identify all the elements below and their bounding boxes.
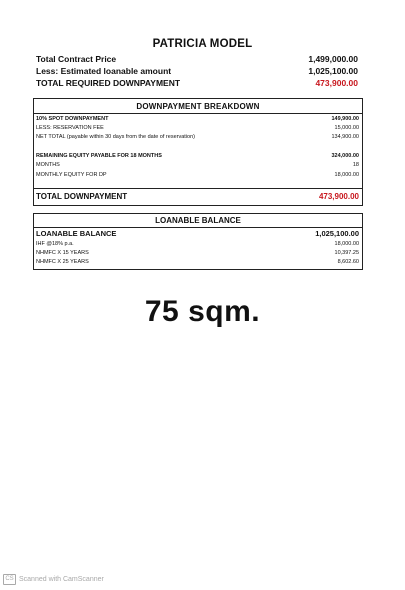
dp-label: REMAINING EQUITY PAYABLE FOR 18 MONTHS	[36, 153, 162, 159]
dp-total-value: 473,900.00	[318, 192, 359, 201]
dp-label: MONTHLY EQUITY FOR DP	[36, 172, 107, 178]
loanable-value: 1,025,100.00	[315, 229, 359, 238]
dp-row-spot	[36, 116, 359, 122]
dp-row-total	[36, 192, 359, 201]
dp-row-monthly-equity	[36, 172, 359, 178]
summary-label: Total Contract Price	[36, 54, 117, 64]
floor-area-text: 75 sqm.	[144, 295, 261, 328]
camscanner-logo-icon: CS	[3, 574, 16, 585]
loanable-value: 8,602.60	[337, 259, 359, 265]
dp-row-reservation	[36, 125, 359, 131]
downpayment-header: DOWNPAYMENT BREAKDOWN	[136, 102, 260, 111]
dp-label: NET TOTAL (payable within 30 days from the date of reservation)	[36, 134, 195, 140]
divider	[34, 227, 362, 228]
dp-value: 324,000.00	[331, 153, 359, 159]
summary-row-required-downpayment	[36, 78, 358, 88]
summary-label: TOTAL REQUIRED DOWNPAYMENT	[36, 78, 181, 88]
loanable-row-nhmfc-15	[36, 250, 359, 256]
dp-row-remaining-equity	[36, 153, 359, 159]
divider	[34, 113, 362, 114]
dp-value: 18,000.00	[334, 172, 359, 178]
summary-row-loanable	[36, 66, 358, 76]
dp-total-label: TOTAL DOWNPAYMENT	[36, 192, 128, 201]
divider	[34, 188, 362, 189]
downpayment-breakdown-table	[33, 98, 363, 206]
loanable-label: NHMFC X 15 YEARS	[36, 250, 89, 256]
dp-label: MONTHS	[36, 162, 60, 168]
loanable-label: NHMFC X 25 YEARS	[36, 259, 89, 265]
dp-row-net-total	[36, 134, 359, 140]
document-title: PATRICIA MODEL	[152, 38, 253, 50]
loanable-value: 18,000.00	[334, 241, 359, 247]
summary-value: 473,900.00	[315, 78, 358, 88]
dp-value: 18	[352, 162, 359, 168]
loanable-header: LOANABLE BALANCE	[155, 216, 241, 225]
summary-row-total-price	[36, 54, 358, 64]
summary-value: 1,499,000.00	[308, 54, 358, 64]
loanable-row-nhmfc-25	[36, 259, 359, 265]
loanable-balance-table	[33, 213, 363, 270]
dp-value: 149,900.00	[331, 116, 359, 122]
loanable-label: LOANABLE BALANCE	[36, 229, 117, 238]
dp-label: LESS: RESERVATION FEE	[36, 125, 104, 131]
camscanner-watermark	[3, 574, 104, 585]
loanable-value: 10,397.25	[334, 250, 359, 256]
dp-row-months	[36, 162, 359, 168]
watermark-text: Scanned with CamScanner	[19, 576, 104, 583]
dp-value: 15,000.00	[334, 125, 359, 131]
summary-value: 1,025,100.00	[308, 66, 358, 76]
loanable-row-main	[36, 229, 359, 238]
loanable-row-ihf	[36, 241, 359, 247]
dp-value: 134,900.00	[331, 134, 359, 140]
dp-label: 10% SPOT DOWNPAYMENT	[36, 116, 109, 122]
summary-label: Less: Estimated loanable amount	[36, 66, 172, 76]
loanable-label: IHF @18% p.a.	[36, 241, 74, 247]
